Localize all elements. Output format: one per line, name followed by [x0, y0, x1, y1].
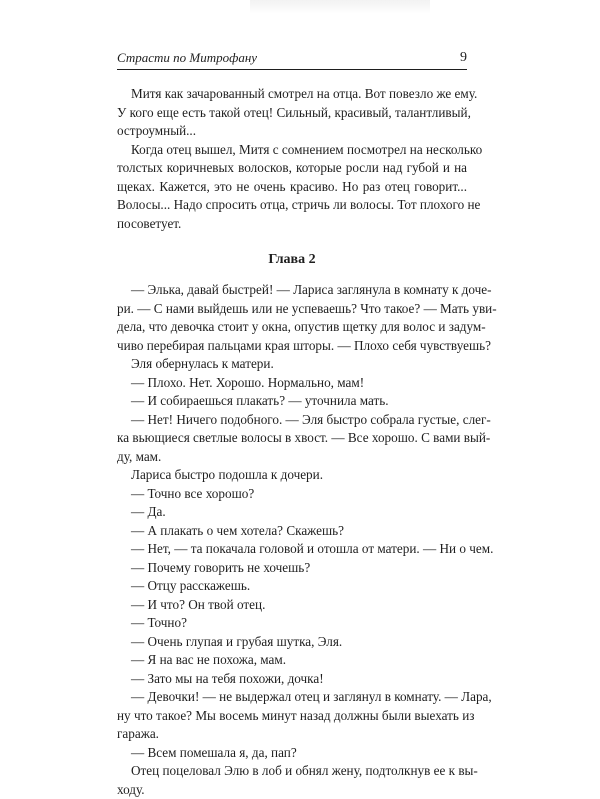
text-line: Отец поцеловал Элю в лоб и обнял жену, подтолкнув ее к вы- — [117, 762, 467, 781]
text-line: — Девочки! — не выдержал отец и заглянул в комнату. — Лара, — [117, 688, 467, 707]
text-line: — Почему говорить не хочешь? — [117, 559, 467, 578]
text-line: — Точно все хорошо? — [117, 485, 467, 504]
text-line: — И собираешься плакать? — уточнила мать. — [117, 392, 467, 411]
text-line: — Очень глупая и грубая шутка, Эля. — [117, 633, 467, 652]
text-line: толстых коричневых волосков, которые росли над губой и на — [117, 159, 467, 178]
page-number: 9 — [460, 50, 467, 66]
text-line: Волосы... Надо спросить отца, стричь ли волосы. Тот плохого не — [117, 196, 467, 215]
scan-shadow — [250, 0, 430, 14]
text-line: ри. — С нами выйдешь или не успеваешь? Что такое? — Мать уви- — [117, 300, 467, 319]
page-header — [117, 50, 467, 70]
text-line: ходу. — [117, 781, 467, 799]
text-line: У кого еще есть такой отец! Сильный, красивый, талантливый, — [117, 104, 467, 123]
text-line: ну что такое? Мы восемь минут назад должны были выехать из — [117, 707, 467, 726]
text-line: гаража. — [117, 725, 467, 744]
text-line: дела, что девочка стоит у окна, опустив щетку для волос и задум- — [117, 318, 467, 337]
chapter-title: Глава 2 — [117, 250, 467, 270]
text-line: — И что? Он твой отец. — [117, 596, 467, 615]
text-line: — А плакать о чем хотела? Скажешь? — [117, 522, 467, 541]
text-line: — Всем помешала я, да, пап? — [117, 744, 467, 763]
text-line: — Я на вас не похожа, мам. — [117, 651, 467, 670]
running-title: Страсти по Митрофану — [117, 50, 257, 66]
text-line: — Нет! Ничего подобного. — Эля быстро собрала густые, слег- — [117, 411, 467, 430]
text-line: — Точно? — [117, 614, 467, 633]
text-line: ка вьющиеся светлые волосы в хвост. — Все хорошо. С вами вый- — [117, 429, 467, 448]
text-line: Эля обернулась к матери. — [117, 355, 467, 374]
text-line: щеках. Кажется, это не очень красиво. Но раз отец говорит... — [117, 178, 467, 197]
text-line: Лариса быстро подошла к дочери. — [117, 466, 467, 485]
text-line: ду, мам. — [117, 448, 467, 467]
text-line: — Отцу расскажешь. — [117, 577, 467, 596]
text-line: Когда отец вышел, Митя с сомнением посмотрел на несколько — [117, 141, 467, 160]
text-line: посоветует. — [117, 215, 467, 234]
text-line: — Элька, давай быстрей! — Лариса заглянула в комнату к доче- — [117, 281, 467, 300]
header-rule — [117, 69, 467, 70]
text-line: — Да. — [117, 503, 467, 522]
text-line: — Нет, — та покачала головой и отошла от матери. — Ни о чем. — [117, 540, 467, 559]
text-line: — Плохо. Нет. Хорошо. Нормально, мам! — [117, 374, 467, 393]
text-line: остроумный... — [117, 122, 467, 141]
text-line: — Зато мы на тебя похожи, дочка! — [117, 670, 467, 689]
body-text — [117, 85, 467, 799]
text-line: чиво перебирая пальцами края шторы. — Плохо себя чувствуешь? — [117, 337, 467, 356]
text-line: Митя как зачарованный смотрел на отца. Вот повезло же ему. — [117, 85, 467, 104]
